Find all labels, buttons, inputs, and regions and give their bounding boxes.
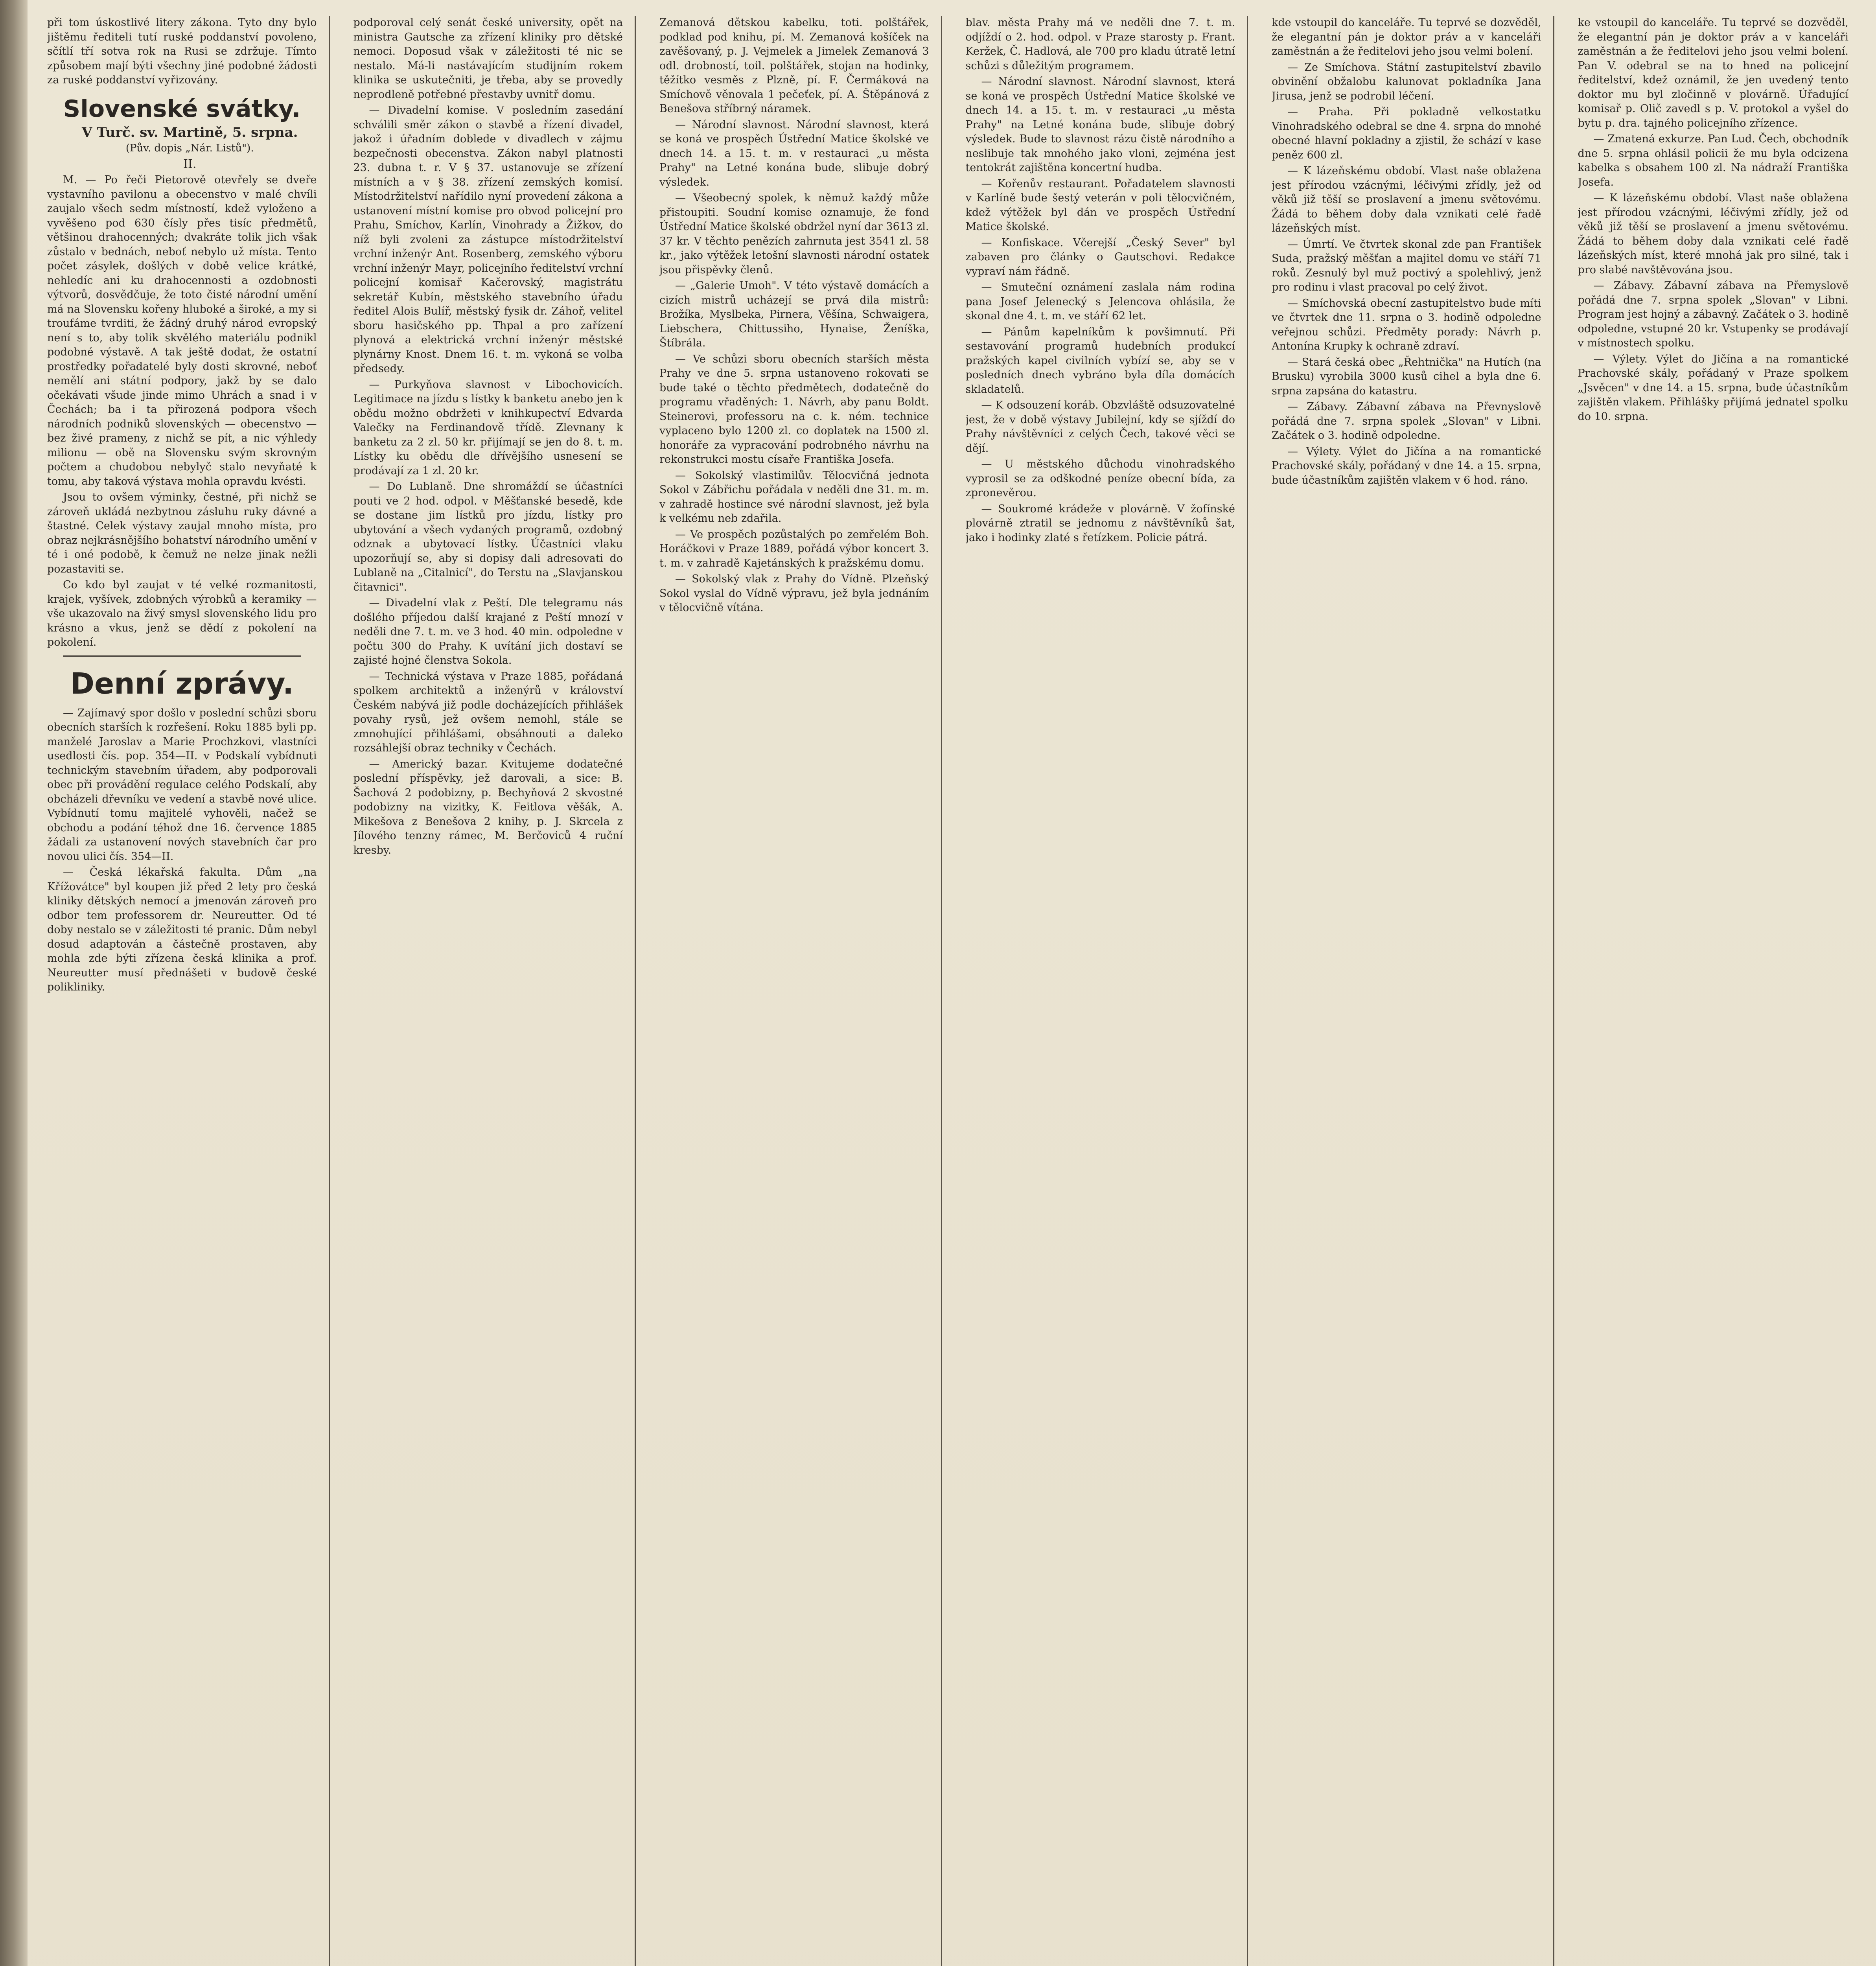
article-paragraph: — K lázeňskému období. Vlast naše oblažena jest přírodou vzácnými, léčivými zřídly, jež od věků již těší se proslavení a jmenu světovému. Žádá to během doby dala vznikati celé řadě lázeňských míst. (1272, 165, 1541, 234)
section-title-news: Denní zprávy. (70, 666, 294, 701)
article-paragraph: — Výlety. Výlet do Jičína a na romantické Prachovské skály, pořádaný v dne 14. a 15. srpna, bude účastníkům zajištěn vlakem v 6 hod. ráno. (1272, 445, 1541, 486)
article-paragraph: — K lázeňskému období. Vlast naše oblažena jest přírodou vzácnými, léčivými zřídly, jež od věků již těší se proslavení a jmenu světovému. Žádá to během doby dala vznikati celé řadě lázeňských míst, které mnohá jak pro silné, tak i pro slabé navštěvována jsou. (1578, 192, 1848, 276)
article-paragraph: ke vstoupil do kanceláře. Tu teprvé se dozvěděl, že elegantní pán je doktor práv a v kanceláři zaměstnán a že ředitelovi jeho jsou velmi bolení. Pan V. odebral se na to hned na policejní ředitelství, kdež oznámil, že jen uvedený tento doktor mu byl zločinně v plovárně. Úřadující komisař p. Olič zavedl s p. V. protokol a vyšel do bytu p. dra. tajného policejního zřízence. (1578, 17, 1848, 129)
article-paragraph: — Do Lublaně. Dne shromáždí se účastníci pouti ve 2 hod. odpol. v Měšťanské besedě, kde se dostane jim lístků pro jízdu, lístky pro ubytování a všech vydaných programů, ozdobný odznak a ubytovací lístky. Účastníci vlaku upozorňují se, aby si dopisy dali adresovati do Lublaně na „Citalnicí", do Terstu na „Slavjanskou čitavnici". (353, 480, 623, 593)
article-paragraph: — K odsouzení koráb. Obzvláště odsuzovatelné jest, že v době výstavy Jubilejní, kdy se sjíždí do Prahy návštěvníci z celých Čech, takové věci se dějí. (965, 399, 1235, 455)
column-5 (1272, 16, 1554, 1966)
article-paragraph: — Konfiskace. Včerejší „Český Sever" byl zabaven pro články o Gautschovi. Redakce vypraví nám řádně. (965, 236, 1235, 278)
article-paragraph: — Smuteční oznámení zaslala nám rodina pana Josef Jelenecký s Jelencova ohlásila, že skonal dne 4. t. m. ve stáří 62 let. (965, 281, 1235, 322)
article-paragraph: — Divadelní komise. V posledním zasedání schválili směr zákon o stavbě a řízení divadel, jakož i úřadním doblede v divadlech v zájmu bezpečnosti obecenstva. Zákon nabyl platnosti 23. dubna t. r. V § 37. ustanovuje se zřízení místních a v § 38. zřízení zemských komisí. Místodržitelství nařídilo nyní provedení zákona a ustanovení místní komise pro obvod policejní pro Prahu, Smíchov, Karlín, Vinohrady a Žižkov, do níž byli zvoleni za zástupce místodržitelství vrchní inženýr Ant. Rosenberg, zemského výboru vrchní inženýr Mayr, policejního ředitelství vrchní policejní komisař Kačerovský, magistrátu sekretář Kubín, městského stavebního úřadu ředitel Alois Bulíř, městský fysik dr. Záhoř, velitel sboru hasičského pp. Thpal a pro zařízení plynová a elektrická vrchní inženýr městské plynárny Knost. Dnem 16. t. m. vykoná se volba předsedy. (353, 104, 623, 375)
article-paragraph: Jsou to ovšem výminky, čestné, při nichž se zároveň ukládá nezbytnou zásluhu ruky dávné a štastné. Celek výstavy zaujal mnoho místa, pro obraz nejkrásnějšího bohatství národního umění v té i oné podobě, k čemuž ne nelze jinak nežli pozastaviti se. (47, 491, 317, 575)
article-paragraph: — U městského důchodu vinohradského vyprosil se za odškodné peníze obecní bída, za zpronevěrou. (965, 458, 1235, 499)
section-subtitle: V Turč. sv. Martině, 5. srpna. (81, 124, 298, 140)
section-part-number: II. (183, 157, 197, 171)
article-paragraph: — Sokolský vlak z Prahy do Vídně. Plzeňský Sokol vyslal do Vídně výpravu, jež byla jednáním v tělocvičně vítána. (659, 573, 929, 614)
article-paragraph: — Národní slavnost. Národní slavnost, která se koná ve prospěch Ústřední Matice školské ve dnech 14. a 15. t. m. v restauraci „u města Prahy" na Letné konána bude, slibuje dobrý výsledek. Bude to slavnost rázu čistě národního a neslibuje tak mnohého jako vloni, zejména jest tentokrát zajištěna koncertní hudba. (965, 75, 1235, 174)
article-paragraph: — Národní slavnost. Národní slavnost, která se koná ve prospěch Ústřední Matice školské ve dnech 14. a 15. t. m. v restauraci „u města Prahy" na Letné konána bude, slibuje dobrý výsledek. (659, 118, 929, 188)
column-6 (1578, 16, 1861, 1966)
article-paragraph: — Americký bazar. Kvitujeme dodatečné poslední příspěvky, jež darovali, a sice: B. Šachová 2 podobizny, p. Bechyňová 2 skvostné podobizny na vizitky, K. Feitlova věšák, A. Mikešova z Benešova 2 knihy, p. J. Skrcela z Jílového tenzny rámec, M. Berčoviců 4 ruční kresby. (353, 758, 623, 856)
article-paragraph: při tom úskostlivé litery zákona. Tyto dny bylo jištěmu řediteli tutí ruské poddanství povoleno, sčítlí tří sotva rok na Rusi se zdržuje. Tímto způsobem mají býti všechny jiné podobné žádosti za ruské poddanství vyřizovány. (47, 17, 317, 86)
article-paragraph: — Pánům kapelníkům k povšimnutí. Při sestavování programů hudebních produkcí pražských kapel civilních vybízí se, aby se v posledních dnech vybráno byla díla domácích skladatelů. (965, 326, 1235, 396)
section-source-note: (Pův. dopis „Nár. Listů"). (125, 142, 254, 154)
article-paragraph: kde vstoupil do kanceláře. Tu teprvé se dozvěděl, že elegantní pán je doktor práv a v kanceláři zaměstnán a že ředitelovi jeho jsou velmi bolení. (1272, 17, 1541, 57)
article-paragraph: — Smíchovská obecní zastupitelstvo bude míti ve čtvrtek dne 11. srpna o 3. hodině odpoledne veřejnou schůzi. Předměty porady: Návrh p. Antonína Krupky k ochraně zdraví. (1272, 297, 1541, 352)
article-paragraph: — Divadelní vlak z Peští. Dle telegramu nás došlého příjedou další krajané z Peští mnozí v neděli dne 7. t. m. ve 3 hod. 40 min. odpoledne v počtu 300 do Prahy. K uvítání jich dostaví se zajisté hojné členstva Sokola. (353, 597, 623, 666)
article-paragraph: — Ve prospěch pozůstalých po zemřelém Boh. Horáčkovi v Praze 1889, pořádá výbor koncert 3. t. m. v zahradě Kajetánských k pražskému domu. (659, 528, 929, 569)
article-paragraph: — Praha. Při pokladně velkostatku Vinohradského odebral se dne 4. srpna do mnohé obecné hlavní pokladny a zjistil, že schází v kase peněz 600 zl. (1272, 106, 1541, 161)
column-3 (659, 16, 942, 1966)
section-title: Slovenské svátky. (63, 95, 301, 123)
article-paragraph: — Sokolský vlastimilův. Tělocvičná jednota Sokol v Zábřichu pořádala v neděli dne 31. m. m. v zahradě hostince své národní slavnost, jež byla k velkému neb zdařila. (659, 469, 929, 525)
page-spine (0, 0, 28, 1966)
article-paragraph: Zemanová dětskou kabelku, toti. polštářek, podklad pod knihu, pí. M. Zemanová košíček na zavěšovaný, p. J. Vejmelek a Jimelek Zemanová 3 odl. drobností, toil. polštářek, stojan na hodinky, těžítko vesměs z Plzně, pí. F. Čermáková na Smíchově věnovala 1 pečeťek, pí. A. Štěpánová z Benešova stříbrný náramek. (659, 17, 929, 115)
article-paragraph: blav. města Prahy má ve neděli dne 7. t. m. odjíždí o 2. hod. odpol. v Praze starosty p. Frant. Keržek, Č. Hadlová, ale 700 pro kladu útratě letní schůzi s důležitým programem. (965, 17, 1235, 72)
article-paragraph: — Úmrtí. Ve čtvrtek skonal zde pan František Suda, pražský měšťan a majitel domu ve stáří 71 roků. Zesnulý byl muž poctivý a spolehlivý, jenž pro rodinu i vlast pracoval po celý život. (1272, 238, 1541, 293)
text-columns (47, 16, 1860, 1966)
article-paragraph: — „Galerie Umoh". V této výstavě domácích a cizích mistrů ucházejí se prvá dila mistrů: Brožíka, Myslbeka, Pirnera, Věšína, Schwaigera, Liebschera, Chittussiho, Hynaise, Ženíška, Štíbrála. (659, 280, 929, 349)
article-paragraph: — Stará česká obec „Řehtnička" na Hutích (na Brusku) vyrobila 3000 kusů cihel a byla dne 6. srpna zapsána do katastru. (1272, 356, 1541, 397)
article-paragraph: — Zmatená exkurze. Pan Lud. Čech, obchodník dne 5. srpna ohlásil policii že mu byla odcizena kabelka s obsahem 100 zl. Na nádraží Františka Josefa. (1578, 133, 1848, 188)
column-1 (47, 16, 330, 1966)
article-paragraph: Co kdo byl zaujat v té velké rozmanitosti, krajek, vyšívek, zdobných výrobků a keramiky — vše ukazovalo na živý smysl slovenského lidu pro krásno a vkus, jenž se dědí z pokolení na pokolení. (47, 579, 317, 648)
article-paragraph: — Ze Smíchova. Státní zastupitelství zbavilo obvinění obžalobu kalunovat pokladníka Jana Jirusa, jenž se podrobil léčení. (1272, 61, 1541, 102)
article-paragraph: — Výlety. Výlet do Jičína a na romantické Prachovské skály, pořádaný v Praze spolkem „Jsvěcen" v dne 14. a 15. srpna, bude účastníkům zajištěn vlakem. Přihlášky přijímá jednatel spolku do 10. srpna. (1578, 353, 1848, 423)
article-paragraph: — Ve schůzi sboru obecních starších města Prahy ve dne 5. srpna ustanoveno rokovati se bude také o těchto předmětech, dodatečně do programu vřaděných: 1. Návrh, aby panu Boldt. Steinerovi, professoru na c. k. ném. technice vyplaceno bylo 1200 zl. co doplatek na 1500 zl. honoráře za vypracování podrobného návrhu na rekonstrukci mostu císaře Františka Josefa. (659, 353, 929, 466)
article-paragraph: — Technická výstava v Praze 1885, pořádaná spolkem architektů a inženýrů v království Českém nabývá již podle docházejících přihlášek povahy rysů, jež ovšem nemohl, stále se zmnohující přihlášami, obsáhnouti a daleko rozsáhlejší obraz techniky v Čechách. (353, 670, 623, 754)
divider (63, 655, 301, 657)
column-4 (966, 16, 1248, 1966)
article-paragraph: podporoval celý senát české university, opět na ministra Gautsche za zřízení kliniky pro dětské nemoci. Doposud však v záležitosti té nic se nestalo. Má-li nastávajícím studijním rokem klinika se uskutečniti, je třeba, aby se provedly neprodleně potřebné přestavby uvnitř domu. (353, 17, 623, 101)
article-paragraph: — Zábavy. Zábavní zábava na Přemyslově pořádá dne 7. srpna spolek „Slovan" v Libni. Program jest hojný a zábavný. Začátek o 3. hodině odpoledne, vstupné 20 kr. Vstupenky se prodávají v místnostech spolku. (1578, 280, 1848, 349)
article-paragraph: — Soukromé krádeže v plovárně. V žofínské plovárně ztratil se jednomu z návštěvníků šat, jako i hodinky zlaté s řetízkem. Policie pátrá. (965, 503, 1235, 544)
article-paragraph: — Zajímavý spor došlo v poslední schůzi sboru obecních starších k rozřešení. Roku 1885 byli pp. manželé Jaroslav a Marie Prochzkovi, vlastníci usedlosti čís. pop. 354—II. v Podskalí vybídnuti technickým stavebním úřadem, aby podporovali obec při provádění regulace celého Podskalí, aby obcházeli dřevníku ve vedení a stavbě nové ulice. Vybídnutí tomu majitelé vyhověli, načež se obchodu a podání téhož dne 16. července 1885 žádali za ustanovení nových stavebních čar pro novou ulici čís. 354—II. (47, 707, 317, 863)
column-2 (353, 16, 636, 1966)
article-paragraph: — Kořenův restaurant. Pořadatelem slavnosti v Karlíně bude šestý veterán v poli tělocvičném, kdež výtěžek byl dán ve prospěch Ústřední Matice školské. (965, 177, 1235, 233)
article-paragraph: — Všeobecný spolek, k němuž každý může přistoupiti. Soudní komise oznamuje, že fond Ústřední Matice školské obdržel nyní dar 3613 zl. 37 kr. V těchto penězích zahrnuta jest 3541 zl. 58 kr., jako výtěžek letošní slavnosti národní ostatek jsou přispěvky členů. (659, 192, 929, 276)
article-paragraph: — Česká lékařská fakulta. Dům „na Křížovátce" byl koupen již před 2 lety pro česká kliniky dětských nemocí a jmenován zároveň pro odbor tem professorem dr. Neureutter. Od té doby nestalo se v záležitosti té pranic. Dům nebyl dosud adaptován a částečně prostaven, aby mohla zde býti zřízena česká klinika a prof. Neureutter musí přednášeti v budově české polikliniky. (47, 866, 317, 993)
article-paragraph: — Zábavy. Zábavní zábava na Převnyslově pořádá dne 7. srpna spolek „Slovan" v Libni. Začátek o 3. hodině odpoledne. (1272, 401, 1541, 442)
article-paragraph: M. — Po řeči Pietorově otevřely se dveře vystavního pavilonu a obecenstvo v malé chvíli zaujalo všech sedm místností, kdež vyloženo a vyvěšeno pod 630 čísly přes tisíc předmětů, většinou drahocenných; dvakráte tolik jich však zůstalo v bednách, neboť nebylo už místa. Tento počet zásylek, došlých v době velice krátké, nehledíc ani ku drahocennosti a ozdobnosti výtvorů, dosvědčuje, že toto čisté národní umění má na Slovensku kořeny hluboké a široké, a my si troufáme tvrditi, že žádný druhý národ evropský není s to, aby tolik skvělého materiálu podnikl podobné výstavě. A tak ještě dodat, že ostatní prostředky pořadatelé byly dosti skrovné, neboť nemělí ani státní podpory, jakž by se dalo očekávati všude jinde mimo Uhrách a snad i v Čechách; ba i ta přirozená podpora všech národních podniků slovenských — obecenstvo — bez živé prameny, z nichž se pít, a nic výhledy milionu — obě na Slovensku svým skrovným počtem a chudobou nebylyč stalo nevyňaté k tomu, aby taková výstava mohla opravdu kvésti. (47, 174, 317, 488)
article-paragraph: — Purkyňova slavnost v Libochovicích. Legitimace na jízdu s lístky k banketu anebo jen k obědu možno obdržeti v knihkupectví Edvarda Valečky na Ferdinandově třídě. Zlevnany k banketu za 2 zl. 50 kr. přijímají se jen do 8. t. m. Lístky ku obědu dle dřívějšího usnesení se prodávají za 1 zl. 20 kr. (353, 378, 623, 477)
